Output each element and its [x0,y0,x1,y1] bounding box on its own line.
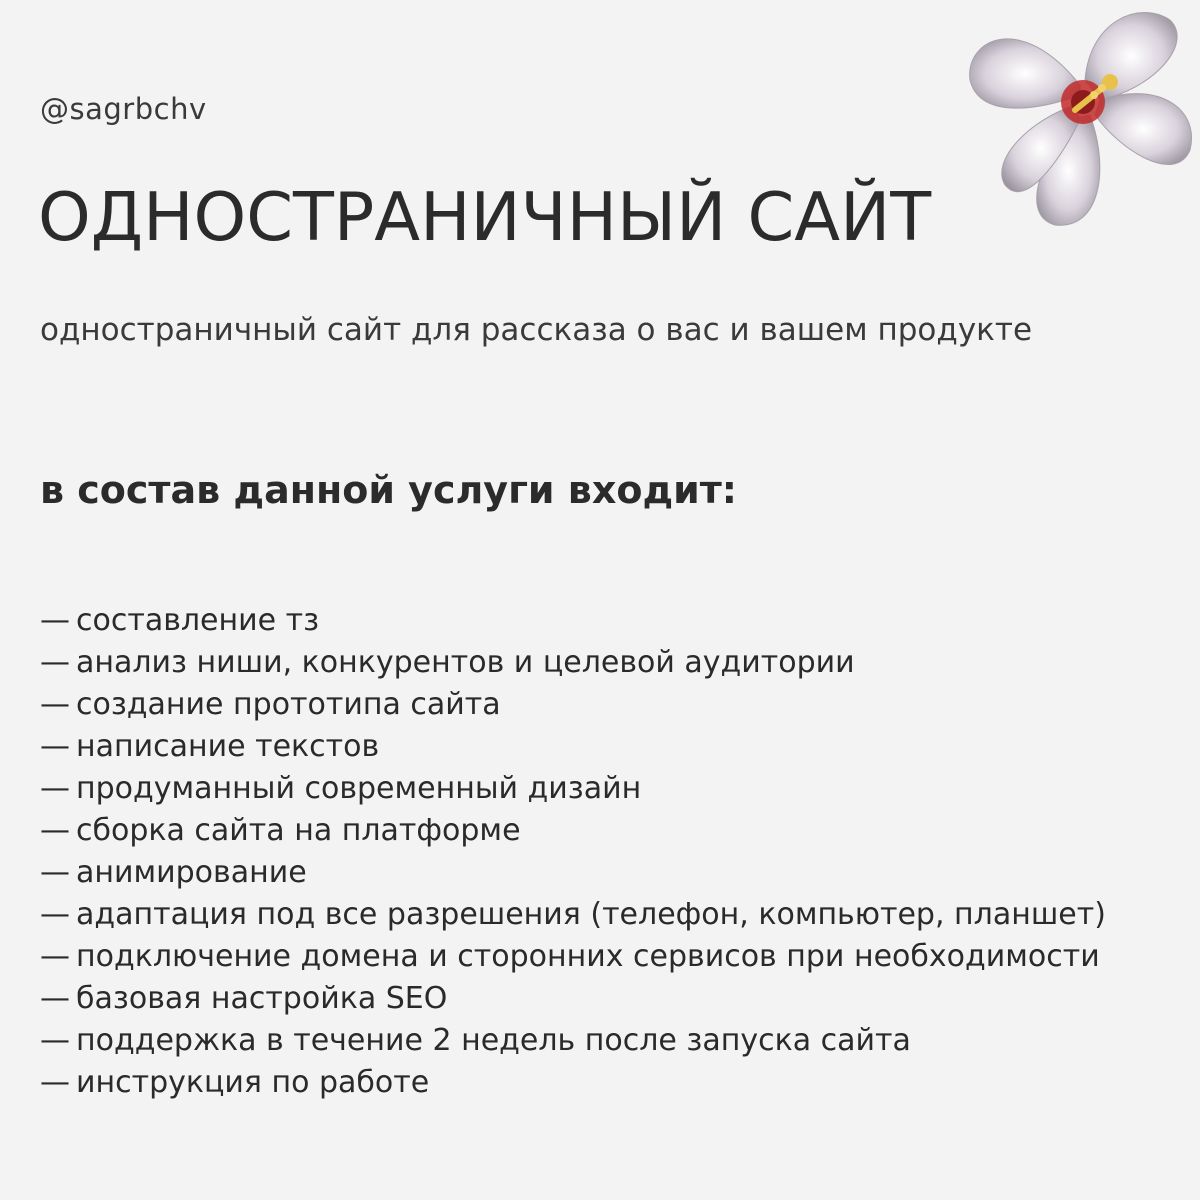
services-heading: в состав данной услуги входит: [40,468,737,512]
list-item [40,600,1106,642]
list-item-label: анализ ниши, конкурентов и целевой аудитории [76,645,855,680]
dash-bullet: — [40,687,70,722]
list-item [40,894,1106,936]
author-handle: @sagrbchv [40,92,207,126]
list-item [40,1062,1106,1104]
dash-bullet: — [40,645,70,680]
list-item [40,810,1106,852]
list-item-label: поддержка в течение 2 недель после запуска сайта [76,1023,911,1058]
page-subtitle: одностраничный сайт для рассказа о вас и вашем продукте [40,312,1033,348]
services-list [40,600,1106,1104]
list-item-label: инструкция по работе [76,1065,430,1100]
list-item-label: адаптация под все разрешения (телефон, компьютер, планшет) [76,897,1106,932]
list-item [40,684,1106,726]
list-item-label: сборка сайта на платформе [76,813,521,848]
list-item [40,978,1106,1020]
list-item-label: написание текстов [76,729,380,764]
list-item-label: базовая настройка SEO [76,981,448,1016]
dash-bullet: — [40,813,70,848]
dash-bullet: — [40,771,70,806]
dash-bullet: — [40,1023,70,1058]
list-item [40,1020,1106,1062]
list-item-label: анимирование [76,855,307,890]
list-item-label: подключение домена и сторонних сервисов при необходимости [76,939,1100,974]
list-item [40,726,1106,768]
dash-bullet: — [40,981,70,1016]
page-title: ОДНОСТРАНИЧНЫЙ САЙТ [38,178,932,256]
dash-bullet: — [40,1065,70,1100]
hibiscus-flower-icon [960,0,1200,240]
dash-bullet: — [40,939,70,974]
dash-bullet: — [40,855,70,890]
list-item [40,852,1106,894]
dash-bullet: — [40,897,70,932]
list-item [40,936,1106,978]
list-item-label: продуманный современный дизайн [76,771,642,806]
list-item [40,768,1106,810]
list-item-label: создание прототипа сайта [76,687,501,722]
dash-bullet: — [40,603,70,638]
list-item-label: составление тз [76,603,320,638]
list-item [40,642,1106,684]
dash-bullet: — [40,729,70,764]
